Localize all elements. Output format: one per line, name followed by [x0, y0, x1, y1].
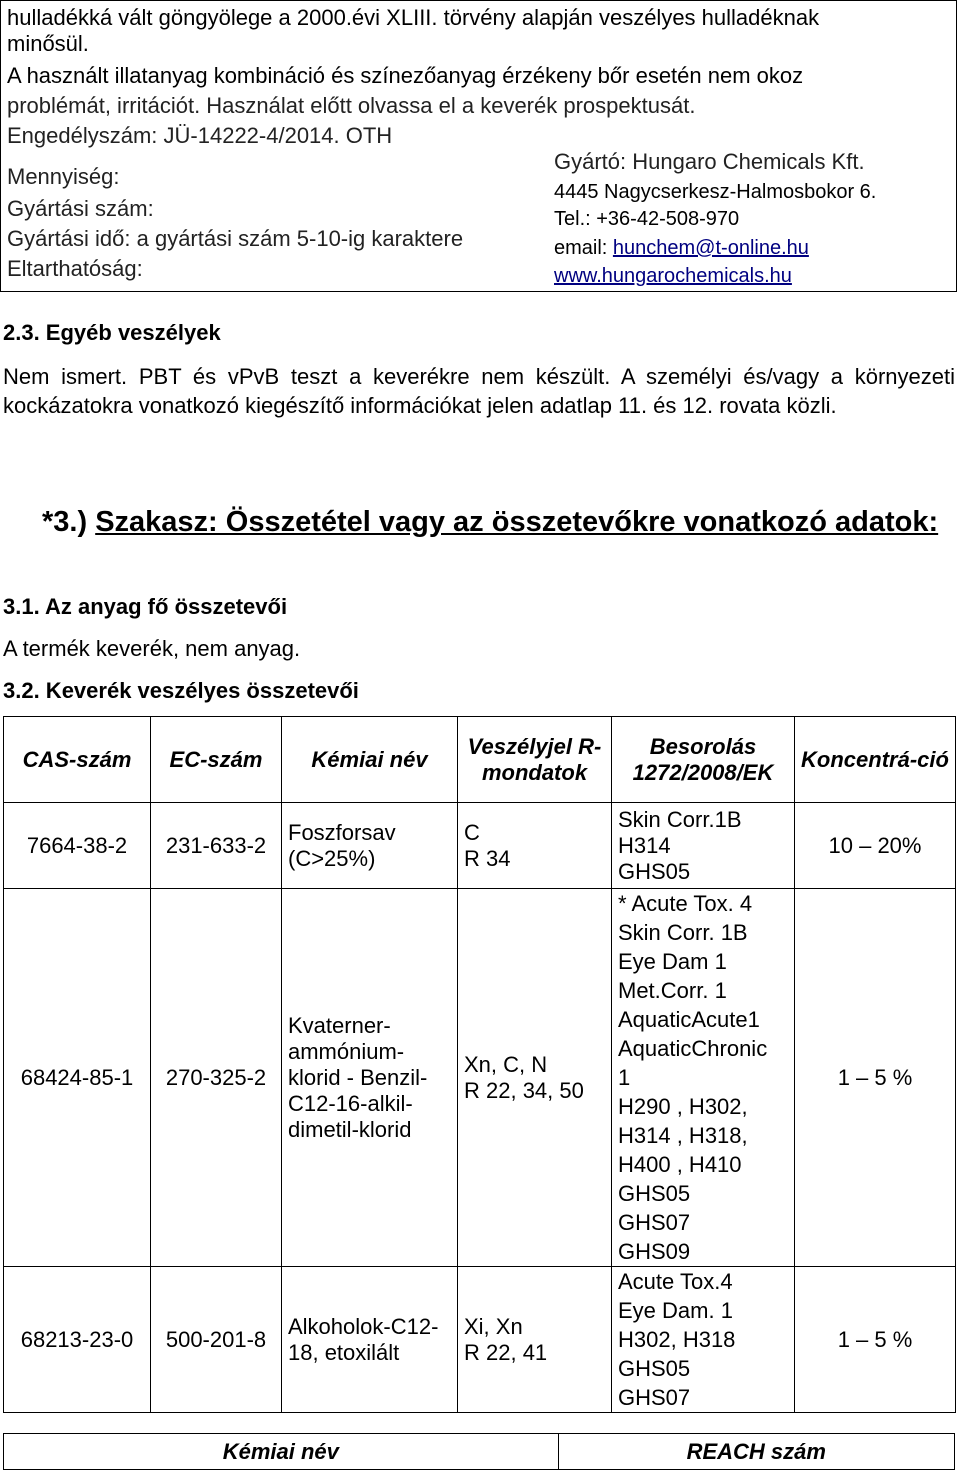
reach-header-row	[4, 1434, 955, 1470]
table-header-row	[4, 717, 956, 803]
quantity-field: Mennyiség:	[7, 164, 120, 189]
hazard-cell	[458, 803, 612, 889]
col-ec-header: EC-szám	[151, 717, 282, 803]
chemical-name: Alkoholok-C12-18, etoxilált	[282, 1267, 458, 1413]
concentration: 1 – 5 %	[795, 1267, 956, 1413]
cas-number: 68424-85-1	[4, 889, 151, 1267]
classification: Skin Corr.1B H314 GHS05	[612, 803, 795, 889]
section-3-title: Szakasz: Összetétel vagy az összetevőkre vonatkozó adatok:	[95, 506, 939, 538]
chemical-name: Kvaterner-ammónium-klorid - Benzil-C12-16-alkil-dimetil-klorid	[282, 889, 458, 1267]
manufacturer-name: Gyártó: Hungaro Chemicals Kft.	[554, 149, 865, 174]
table-row	[4, 889, 956, 1267]
section-3-1-text: A termék keverék, nem anyag.	[3, 636, 301, 661]
ec-number: 500-201-8	[151, 1267, 282, 1413]
table-row	[4, 1267, 956, 1413]
section-3-2-heading: 3.2. Keverék veszélyes összetevői	[3, 678, 359, 703]
reach-number-header: REACH szám	[558, 1434, 954, 1470]
hazard-cell	[458, 889, 612, 1267]
hazardous-components-table	[3, 716, 956, 1413]
table-row	[4, 803, 956, 889]
manufacturer-address: 4445 Nagycserkesz-Halmosbokor 6.	[554, 181, 877, 203]
r-phrases: R 34	[464, 845, 511, 871]
permit-number: Engedélyszám: JÜ-14222-4/2014. OTH	[7, 123, 393, 148]
r-phrases: R 22, 41	[464, 1339, 548, 1365]
hazard-cell	[458, 1267, 612, 1413]
shelf-life-field: Eltarthatóság:	[7, 256, 143, 281]
manufacturer-phone: Tel.: +36-42-508-970	[554, 208, 740, 230]
intro-line-2: minősül.	[7, 31, 89, 56]
section-3-1-heading: 3.1. Az anyag fő összetevői	[3, 594, 288, 619]
production-time-field: Gyártási idő: a gyártási szám 5-10-ig karaktere	[7, 226, 464, 251]
intro-line-1: hulladékká vált göngyölege a 2000.évi XLIII. törvény alapján veszélyes hulladéknak	[7, 5, 820, 30]
hazard-symbol: C	[464, 819, 480, 845]
website-link[interactable]: www.hungarochemicals.hu	[554, 265, 792, 287]
concentration: 1 – 5 %	[795, 889, 956, 1267]
r-phrases: R 22, 34, 50	[464, 1077, 584, 1103]
cas-number: 68213-23-0	[4, 1267, 151, 1413]
reach-table	[3, 1433, 955, 1470]
col-hazard-header: Veszélyjel R-mondatok	[458, 717, 612, 803]
section-3-prefix: *3.)	[42, 506, 96, 538]
section-2-3-heading: 2.3. Egyéb veszélyek	[3, 320, 221, 345]
chemical-name: Foszforsav (C>25%)	[282, 803, 458, 889]
ec-number: 231-633-2	[151, 803, 282, 889]
intro-line-4: problémát, irritációt. Használat előtt olvassa el a keverék prospektusát.	[7, 93, 696, 118]
ec-number: 270-325-2	[151, 889, 282, 1267]
section-3-heading	[42, 504, 954, 540]
cas-number: 7664-38-2	[4, 803, 151, 889]
hazard-symbol: Xn, C, N	[464, 1051, 548, 1077]
batch-number-field: Gyártási szám:	[7, 196, 154, 221]
col-cas-header: CAS-szám	[4, 717, 151, 803]
col-concentration-header: Koncentrá-ció	[795, 717, 956, 803]
classification: * Acute Tox. 4 Skin Corr. 1B Eye Dam 1 Met.Corr. 1 AquaticAcute1 AquaticChronic 1 H290 , H302, H314 , H318, H400 , H410 GHS05 GHS07 GHS09	[612, 889, 795, 1267]
col-classification-header: Besorolás 1272/2008/EK	[612, 717, 795, 803]
email-label: email:	[554, 237, 613, 259]
intro-line-3: A használt illatanyag kombináció és színezőanyag érzékeny bőr esetén nem okoz	[7, 63, 804, 88]
manufacturer-email-row	[554, 237, 809, 260]
section-2-3-text: Nem ismert. PBT és vPvB teszt a keverékre nem készült. A személyi és/vagy a környezeti kockázatokra vonatkozó kiegészítő információkat jelen adatlap 11. és 12. rovata közli.	[3, 364, 955, 418]
col-name-header: Kémiai név	[282, 717, 458, 803]
label-info-box	[0, 0, 957, 292]
reach-name-header: Kémiai név	[4, 1434, 559, 1470]
hazard-symbol: Xi, Xn	[464, 1313, 523, 1339]
concentration: 10 – 20%	[795, 803, 956, 889]
email-link[interactable]: hunchem@t-online.hu	[612, 237, 809, 259]
classification: Acute Tox.4 Eye Dam. 1 H302, H318 GHS05 GHS07	[612, 1267, 795, 1413]
